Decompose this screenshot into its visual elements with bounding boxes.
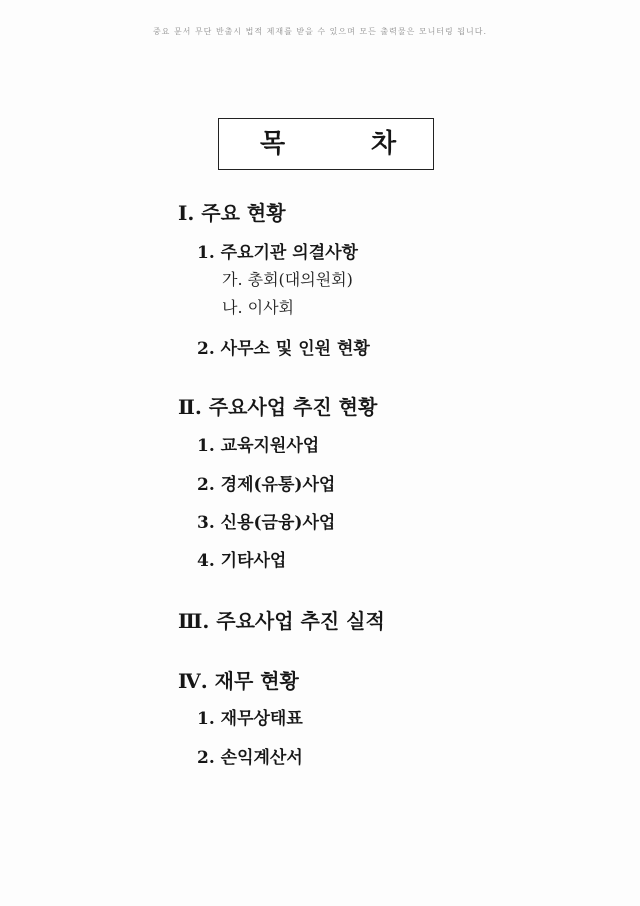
- section-heading: Ⅲ. 주요사업 추진 실적: [178, 609, 385, 633]
- toc-item: 1. 재무상태표: [197, 709, 303, 729]
- toc-item: 1. 주요기관 의결사항: [197, 243, 358, 263]
- watermark-notice: 중요 문서 무단 반출시 법적 제재를 받을 수 있으며 모든 출력물은 모니터링 됩니다.: [152, 27, 488, 36]
- toc-item: 2. 손익계산서: [197, 748, 303, 768]
- toc-item: 1. 교육지원사업: [197, 436, 320, 456]
- toc-title-right: 차: [371, 129, 397, 159]
- section-heading: Ⅰ. 주요 현황: [178, 201, 286, 225]
- toc-title-left: 목: [260, 129, 286, 159]
- toc-title-box: [218, 118, 434, 170]
- toc-item: 2. 경제(유통)사업: [197, 475, 336, 495]
- toc-subitem: 나. 이사회: [222, 298, 294, 317]
- toc-item: 2. 사무소 및 인원 현황: [197, 339, 370, 359]
- section-heading: Ⅱ. 주요사업 추진 현황: [178, 395, 378, 419]
- toc-item: 3. 신용(금융)사업: [197, 513, 336, 533]
- section-heading: Ⅳ. 재무 현황: [178, 669, 299, 693]
- toc-subitem: 가. 총회(대의원회): [222, 270, 353, 289]
- toc-item: 4. 기타사업: [197, 551, 287, 571]
